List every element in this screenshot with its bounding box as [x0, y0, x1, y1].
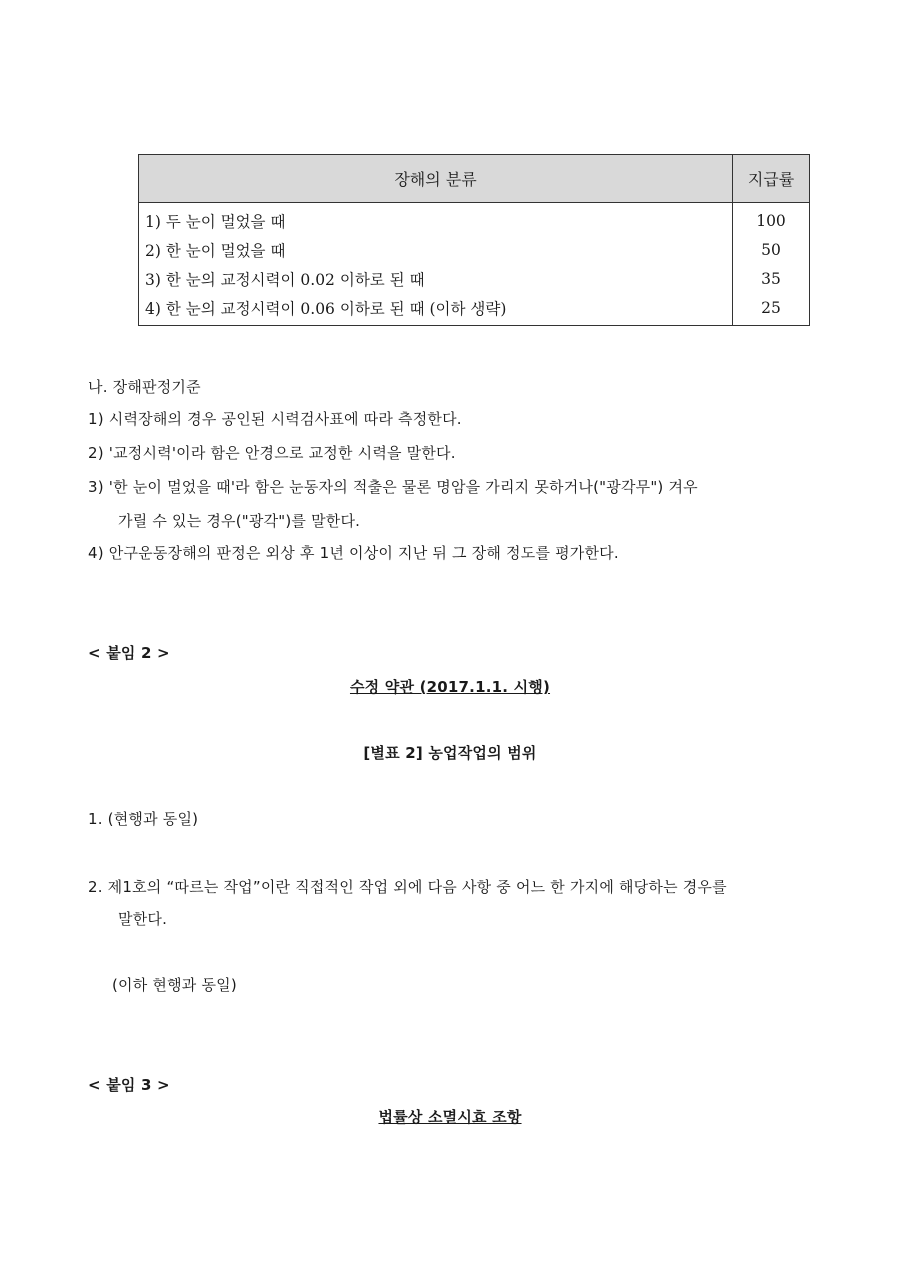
scope-note: (이하 현행과 동일)	[112, 976, 237, 994]
attachment-2-title: 수정 약관 (2017.1.1. 시행)	[349, 678, 551, 696]
rate-cell: 35	[733, 264, 810, 293]
criteria-item-4: 4) 안구운동장해의 판정은 외상 후 1년 이상이 지난 뒤 그 장해 정도를 평가한다.	[88, 544, 619, 562]
table-row	[139, 264, 810, 293]
criteria-item-2: 2) '교정시력'이라 함은 안경으로 교정한 시력을 말한다.	[88, 444, 456, 462]
attachment-3-label: < 붙임 3 >	[88, 1076, 170, 1094]
attachment-2-label: < 붙임 2 >	[88, 644, 170, 662]
header-category: 장해의 분류	[139, 155, 733, 203]
table-row	[139, 203, 810, 236]
scope-item-1: 1. (현행과 동일)	[88, 810, 199, 828]
criteria-item-1: 1) 시력장해의 경우 공인된 시력검사표에 따라 측정한다.	[88, 410, 462, 428]
criteria-title: 나. 장해판정기준	[88, 378, 201, 396]
rate-cell: 100	[733, 203, 810, 236]
table-row	[139, 235, 810, 264]
scope-item-2-cont: 말한다.	[118, 910, 168, 928]
criteria-item-3-cont: 가릴 수 있는 경우("광각")를 말한다.	[118, 512, 361, 530]
rate-cell: 50	[733, 235, 810, 264]
category-cell: 4) 한 눈의 교정시력이 0.06 이하로 된 때 (이하 생략)	[139, 293, 733, 326]
header-rate: 지급률	[733, 155, 810, 203]
table-row	[139, 293, 810, 326]
disability-rate-table	[138, 154, 810, 326]
category-cell: 1) 두 눈이 멀었을 때	[139, 203, 733, 236]
category-cell: 2) 한 눈이 멀었을 때	[139, 235, 733, 264]
attachment-3-title: 법률상 소멸시효 조항	[378, 1108, 522, 1126]
category-cell: 3) 한 눈의 교정시력이 0.02 이하로 된 때	[139, 264, 733, 293]
criteria-item-3: 3) '한 눈이 멀었을 때'라 함은 눈동자의 적출은 물론 명암을 가리지 못하거나("광각무") 겨우	[88, 478, 698, 496]
scope-item-2: 2. 제1호의 “따르는 작업”이란 직접적인 작업 외에 다음 사항 중 어느 한 가지에 해당하는 경우를	[88, 878, 727, 896]
attachment-2-subtitle: [별표 2] 농업작업의 범위	[363, 744, 537, 762]
rate-cell: 25	[733, 293, 810, 326]
